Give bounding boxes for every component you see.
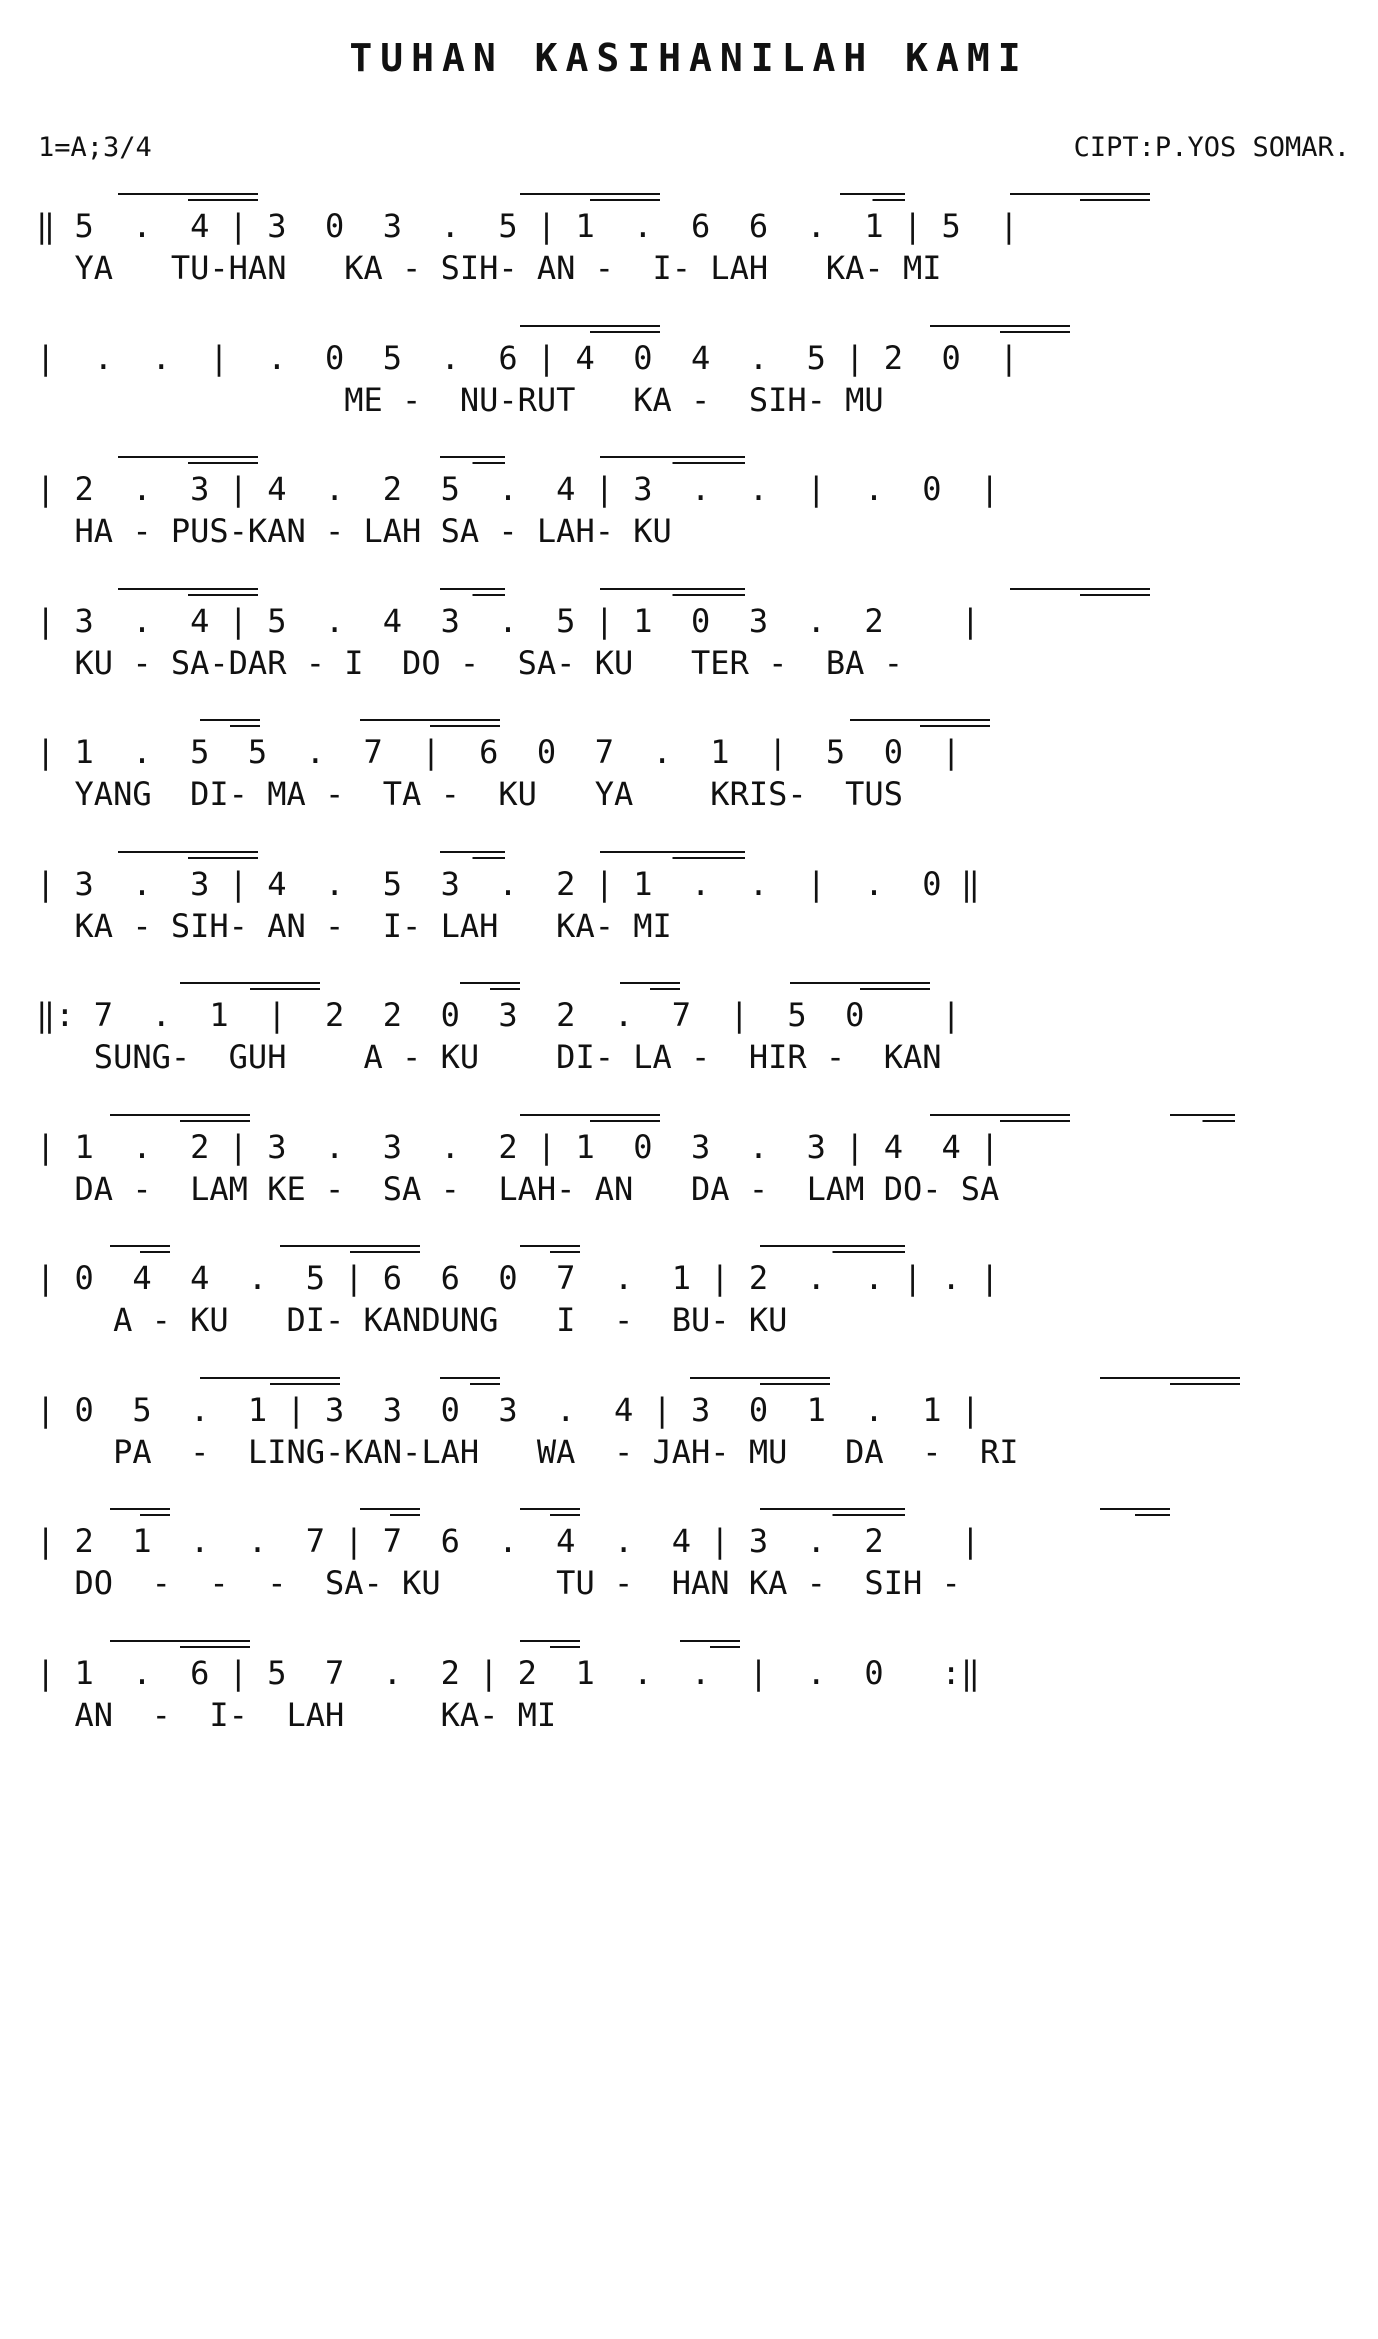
- notes-line: | 1 . 6 | 5 7 . 2 | 2 1 . . | . 0 :‖: [36, 1653, 981, 1692]
- notes-line: | 3 . 4 | 5 . 4 3 . 5 | 1 0 3 . 2 |: [36, 601, 981, 640]
- notes-line: | 2 . 3 | 4 . 2 5 . 4 | 3 . . | . 0 |: [36, 470, 1000, 508]
- song-title: TUHAN KASIHANILAH KAMI: [349, 36, 1029, 80]
- notes-line: ‖ 5 . 4 | 3 0 3 . 5 | 1 . 6 6 . 1 | 5 |: [36, 207, 1019, 245]
- key-signature: 1=A;3/4: [38, 132, 152, 163]
- lyrics-line: YA TU-HAN KA - SIH- AN - I- LAH KA- MI: [36, 249, 942, 287]
- notes-line: | . . | . 0 5 . 6 | 4 0 4 . 5 | 2 0 |: [36, 338, 1019, 377]
- lyrics-line: KA - SIH- AN - I- LAH KA- MI: [36, 906, 672, 945]
- notes-line: | 2 1 . . 7 | 7 6 . 4 . 4 | 3 . 2 |: [36, 1522, 981, 1560]
- lyrics-line: DA - LAM KE - SA - LAH- AN DA - LAM DO- SA: [36, 1169, 1000, 1208]
- score-system: [0, 443, 1378, 573]
- notes-line: | 3 . 3 | 4 . 5 3 . 2 | 1 . . | . 0 ‖: [36, 864, 981, 903]
- score-system: [0, 1627, 1378, 1757]
- notes-line: | 1 . 5 5 . 7 | 6 0 7 . 1 | 5 0 |: [36, 733, 961, 771]
- score-system: [0, 1495, 1378, 1625]
- composer-credit: CIPT:P.YOS SOMAR.: [1073, 132, 1350, 163]
- lyrics-line: SUNG- GUH A - KU DI- LA - HIR - KAN: [36, 1038, 942, 1076]
- score-system: [0, 969, 1378, 1099]
- score-system: [0, 1101, 1378, 1231]
- lyrics-line: KU - SA-DAR - I DO - SA- KU TER - BA -: [36, 643, 903, 682]
- score-system: [0, 838, 1378, 968]
- score-system: [0, 180, 1378, 310]
- notes-line: | 0 5 . 1 | 3 3 0 3 . 4 | 3 0 1 . 1 |: [36, 1390, 981, 1429]
- score-system: [0, 1364, 1378, 1494]
- notes-line: | 0 4 4 . 5 | 6 6 0 7 . 1 | 2 . . | . |: [36, 1259, 1000, 1297]
- lyrics-line: DO - - - SA- KU TU - HAN KA - SIH -: [36, 1564, 961, 1602]
- score-system: [0, 312, 1378, 442]
- lyrics-line: YANG DI- MA - TA - KU YA KRIS- TUS: [36, 775, 903, 813]
- lyrics-line: AN - I- LAH KA- MI: [36, 1695, 557, 1734]
- lyrics-line: HA - PUS-KAN - LAH SA - LAH- KU: [36, 512, 672, 550]
- score-system: [0, 706, 1378, 836]
- score-system: [0, 575, 1378, 705]
- lyrics-line: A - KU DI- KANDUNG I - BU- KU: [36, 1301, 788, 1339]
- lyrics-line: ME - NU-RUT KA - SIH- MU: [36, 380, 884, 419]
- lyrics-line: PA - LING-KAN-LAH WA - JAH- MU DA - RI: [36, 1432, 1019, 1471]
- score-system: [0, 1232, 1378, 1362]
- notes-line: | 1 . 2 | 3 . 3 . 2 | 1 0 3 . 3 | 4 4 |: [36, 1127, 1000, 1166]
- notes-line: ‖: 7 . 1 | 2 2 0 3 2 . 7 | 5 0 |: [36, 996, 961, 1034]
